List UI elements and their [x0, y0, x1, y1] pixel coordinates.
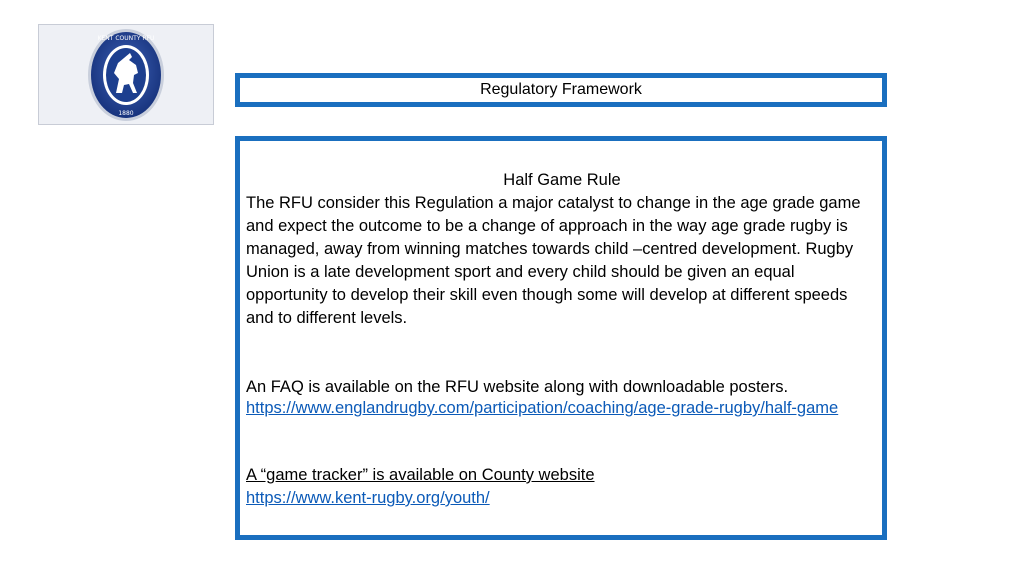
tracker-link[interactable]: https://www.kent-rugby.org/youth/: [246, 489, 490, 507]
page-title: Regulatory Framework: [480, 81, 642, 98]
content-box: [235, 136, 887, 540]
regulation-paragraph: The RFU consider this Regulation a major catalyst to change in the age grade game and expect the outcome to be a change of approach in the way age grade rugby is managed, away from winning matches towards child –centred development. Rugby Union is a late development sport and every child should be given an equal opportunity to develop their skill even though some will develop at different speeds and to different levels.: [246, 194, 861, 327]
horse-crest-icon: [86, 27, 166, 123]
logo-year: 1880: [118, 109, 134, 117]
county-logo: [38, 24, 214, 125]
faq-link[interactable]: https://www.englandrugby.com/participation/coaching/age-grade-rugby/half-game: [246, 399, 839, 417]
title-box: [235, 73, 887, 107]
tracker-text: A “game tracker” is available on County website: [246, 466, 595, 484]
section-heading: Half Game Rule: [503, 171, 621, 189]
logo-ring-text: KENT COUNTY RFU: [97, 34, 155, 42]
faq-text: An FAQ is available on the RFU website along with downloadable posters.: [246, 378, 789, 396]
